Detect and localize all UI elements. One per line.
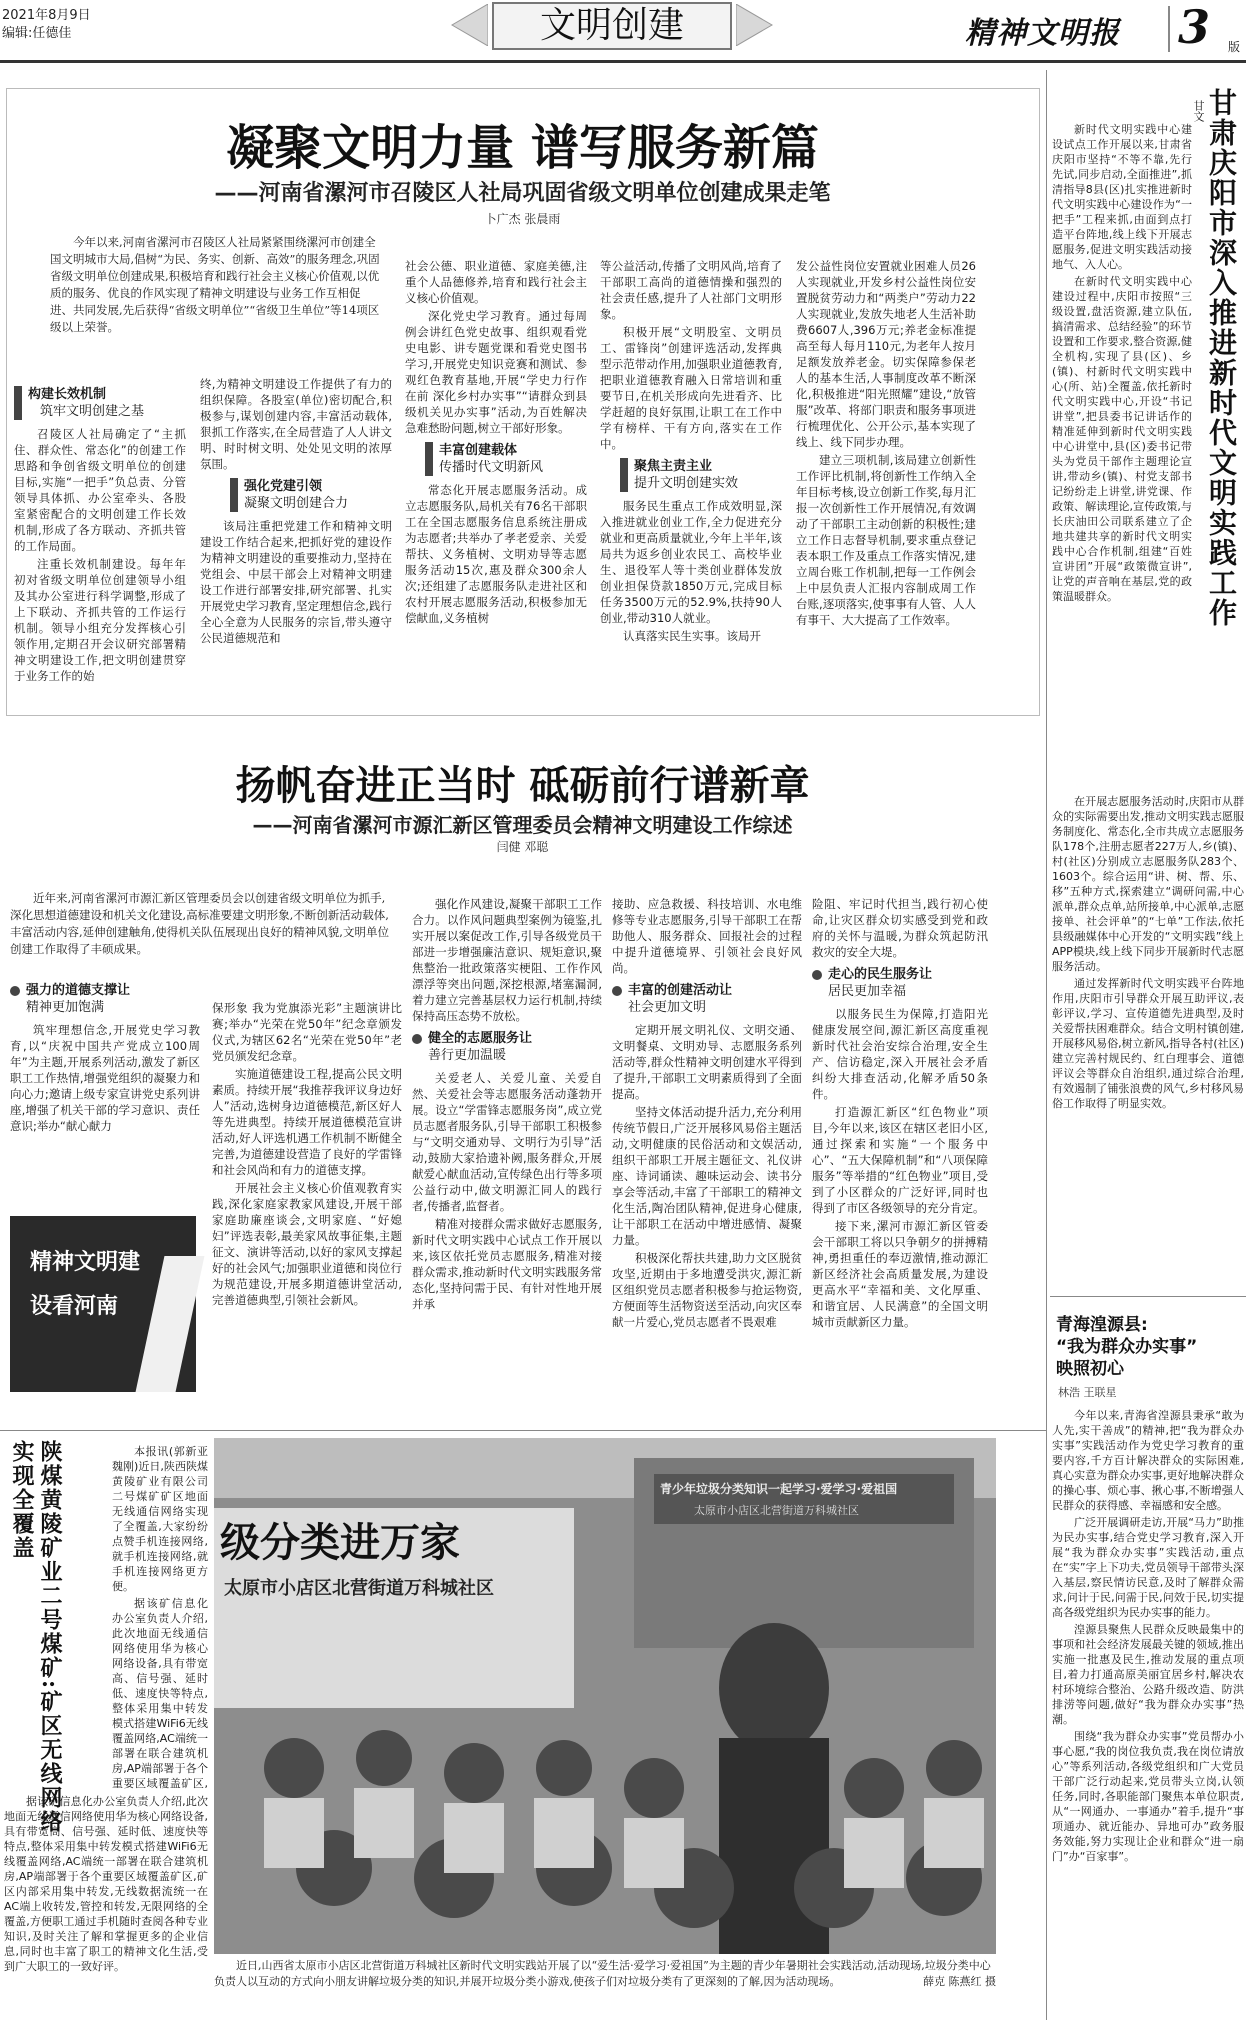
subhead-line-1: 强化党建引领 <box>244 479 323 494</box>
dot-icon <box>612 986 622 996</box>
subhead-line-2: 提升文明创建实效 <box>634 476 739 491</box>
paragraph: 湟源县聚焦人民群众反映最集中的事项和社会经济发展最关键的领域,推出实施一批惠及民生,推动发展的重点项目,着力打通高原美丽宜居乡村,解决农村环境综合整治、公路升级改造、防洪排涝等问题,做好“我为群众办实事”热潮。 <box>1052 1623 1244 1726</box>
article-2-column-2 <box>212 1000 402 1310</box>
paragraph: 通过发挥新时代文明实践平台阵地作用,庆阳市引导群众开展互助评议,表彰评议,学习、宣传道德先进典型,及时关爱帮扶困难群众。结合文明村镇创建,开展移风易俗,树立新风,指导各村(社区)建立完善村规民约、红白理事会、道德评议会等群众自治组织,通过综合治理,有效遏制了铺张浪费的风气,乡村移风易俗工作取得了明显实效。 <box>1052 977 1244 1110</box>
header-editor: 编辑:任德佳 <box>2 26 72 41</box>
bottom-headline: 陕煤黄陵矿业二号煤矿:矿区无线网络实现全覆盖 <box>9 1440 63 1835</box>
article-1-title: 凝聚文明力量 谱写服务新篇 <box>226 120 819 176</box>
subhead-line-2: 精神更加饱满 <box>26 1000 105 1015</box>
subhead-line-1: 强力的道德支撑让 <box>26 983 131 998</box>
photo-banner-2: 青少年垃圾分类知识一起学习·爱学习·爱祖国 <box>660 1482 898 1496</box>
right-column-divider <box>1046 70 1047 2020</box>
right-article-1-body-bottom <box>1052 794 1244 1284</box>
right-article-2-top-rule <box>1050 1296 1246 1297</box>
subhead-line-1: 丰富创建载体 <box>439 443 518 458</box>
paragraph: 积极开展“文明股室、文明员工、雷锋岗”创建评选活动,发挥典型示范带动作用,加强职业道德教育,把职业道德教育融入日常培训和重要节日,在机关形成向先进看齐、比学赶超的良好氛围,让职工在工作中学有榜样、干有方向,落实在工作中。 <box>600 325 782 451</box>
dot-icon <box>412 1034 422 1044</box>
article-2-title: 扬帆奋进正当时 砥砺前行谱新章 <box>235 762 810 809</box>
article-1-subhead-4 <box>600 458 782 492</box>
subhead-line-2: 社会更加文明 <box>628 1000 707 1015</box>
article-1-subtitle: ——河南省漯河市召陵区人社局巩固省级文明单位创建成果走笔 <box>214 181 831 206</box>
article-2-byline: 闫健 邓聪 <box>496 840 549 854</box>
photo-banner-text: 级分类进万家 <box>220 1520 460 1566</box>
subhead-line-2: 传播时代文明新风 <box>439 460 544 475</box>
photo-caption <box>214 1958 996 1990</box>
paragraph: 积极深化帮扶共建,助力文区脱贫攻坚,近期由于多地遭受洪灾,源汇新区组织党员志愿者积极参与抢运物资,方便面等生活物资送至活动,向灾区奉献一片爱心,党员志愿者不畏艰难 <box>612 1251 802 1329</box>
paragraph: 据该矿信息化办公室负责人介绍,此次地面无线通信网络使用华为核心网络设备,具有带宽高、信号强、延时低、速度快等特点,整体采用集中转发模式搭建WiFi6无线覆盖网络,AC端统一部署在联合建筑机房,AP端部署于各个重要区域覆盖矿区, <box>112 1597 208 1790</box>
bottom-body-bottom <box>4 1794 208 2014</box>
header-rule <box>0 60 1246 63</box>
article-2-column-1 <box>10 976 200 1136</box>
paragraph: 今年以来,青海省湟源县秉承“敢为人先,实干善成”的精神,把“我为群众办实事”实践活动作为党史学习教育的重要内容,千方百计解决群众的实际困难,真心实意为群众办实事,更好地解决群众的操心事、烦心事、揪心事,不断增强人民群众的获得感、幸福感和安全感。 <box>1052 1409 1244 1512</box>
photo-scene-image <box>214 1438 996 1954</box>
article-2-column-5 <box>812 896 988 1332</box>
paragraph: 开展社会主义核心价值观教育实践,深化家庭家教家风建设,开展干部家庭助廉座谈会,文明家庭、“好媳妇”评选表彰,最美家风故事征集,主题征文、演讲等活动,以好的家风支撑起好的社会风气;加强职业道德和岗位行为规范建设,开展多期道德讲堂活动,完善道德典型,引领社会新风。 <box>212 1181 402 1307</box>
paragraph: 等公益活动,传播了文明风尚,培育了干部职工高尚的道德情操和强烈的社会责任感,提升了人社部门文明形象。 <box>600 259 782 321</box>
paragraph: 在新时代文明实践中心建设过程中,庆阳市按照“三级设置,盘活资源,建立队伍,搞清需求、总结经验”的环节设置和工作要求,整合资源,健全机构,实现了县(区)、乡(镇)、村新时代文明实践中心(所、站)全覆盖,依托新时代文明实践中心,开设“书记讲堂”,把县委书记讲话作的精准延伸到新时代文明实践中心讲堂中,县(区)委书记带头为党员干部作主题理论宣讲,带动乡(镇)、村党支部书记纷纷走上讲堂,讲党课、作政策、解读理论,宣传政策,与长庆油田公司联系建立了企地共建共享的新时代文明实践中心合作机制,组建“百姓宣讲团”开展“政策微宣讲”,让党的声音响在基层,党的政策温暖群众。 <box>1052 275 1192 603</box>
page-header <box>0 0 1246 68</box>
subhead-line-1: 走心的民生服务让 <box>828 967 933 982</box>
article-1-subhead-3 <box>405 442 587 476</box>
paragraph: 实施道德建设工程,提高公民文明素质。持续开展“我推荐我评议身边好人”活动,选树身边道德模范,新区好人等先进典型。持续开展道德模范宣讲活动,好人评选机遇工作机制不断健全完善,为道德建设营造了良好的学雷锋和社会风尚和有力的道德支撑。 <box>212 1067 402 1177</box>
paragraph: 接助、应急救援、科技培训、水电维修等专业志愿服务,引导干部职工在帮助他人、服务群众、回报社会的过程中提升道德境界、引领社会良好风尚。 <box>612 897 802 975</box>
paragraph: 打造源汇新区“红色物业”项目,今年以来,该区在辖区老旧小区,通过探索和实施“一个服务中心”、“五大保障机制”和“八项保障服务”等举措的“红色物业”项目,受到了小区群众的广泛好评,同时也得到了市区各级领导的充分肯定。 <box>812 1105 988 1215</box>
paragraph: 新时代文明实践中心建设试点工作开展以来,甘肃省庆阳市坚持“不等不靠,先行先试,同步启动,全面推进”,抓清指导8县(区)扎实推进新时代文明实践中心建设作为“一把手”工程来抓,由面到点打造平台阵地,线上线下开展志愿服务,促进文明实践活动接地气、入人心。 <box>1052 123 1192 271</box>
right-article-1-kicker: 甘文 <box>1192 100 1205 122</box>
news-photo <box>214 1438 996 1954</box>
paragraph: 围绕“我为群众办实事”党员帮办小事心愿,“我的岗位我负责,我在岗位请放心”等系列活动,各级党组织和广大党员干部广泛行动起来,党员带头立岗,认领任务,同时,各职能部门聚焦本单位职责,从“一网通办、一事通办”着手,提升“事项通办、就近能办、异地可办”政务服务效能,努力实现让企业和群众“进一扇门”办“百家事”。 <box>1052 1730 1244 1863</box>
masthead-divider <box>1168 6 1170 52</box>
paragraph: 召陵区人社局确定了“主抓住、群众性、常态化”的创建工作思路和争创省级文明单位的创建目标,实施“一把手”负总责、分管领导具体抓、办公室牵头、各股室紧密配合的文明创建工作长效机制,形成了各方联动、齐抓共管的工作局面。 <box>14 427 186 553</box>
article-1 <box>0 88 1045 716</box>
dot-icon <box>10 986 20 996</box>
right-article-2-body <box>1052 1408 1244 2012</box>
paragraph: 发公益性岗位安置就业困难人员26人实现就业,开发乡村公益性岗位安置脱贫劳动力和“两类户”劳动力22人实现就业,发放失地老人生活补助费6607人,396万元;养老金标准提高至每人每月110元,为老年人按月足额发放养老金。切实保障参保老人的基本生活,人事制度改革不断深化,积极推进“阳光照耀”建设,“放管服”改革、将部门职责和服务事项进行梳理优化、公开公示,基本实现了线上、线下同步办理。 <box>796 259 976 449</box>
sidebar-tag-text: 精神文明建设看河南 <box>30 1249 141 1319</box>
paragraph: 认真落实民生实事。该局开 <box>623 629 761 643</box>
right-article-2-title-2: “我为群众办实事” <box>1056 1337 1198 1357</box>
paragraph: 坚持文体活动提升活力,充分利用传统节假日,广泛开展移风易俗主题活动,文明健康的民俗活动和文娱活动,组织干部职工开展主题征文、礼仪讲座、诗词诵读、趣味运动会、读书分享会等活动,丰富了干部职工的精神文化生活,陶冶团队精神,促进身心健康,让干部职工在活动中增进感情、凝聚力量。 <box>612 1105 802 1247</box>
paragraph: 社会公德、职业道德、家庭美德,注重个人品德修养,培育和践行社会主义核心价值观。 <box>405 259 587 305</box>
article-1-column-2 <box>200 376 392 648</box>
paragraph: 建立三项机制,该局建立创新性工作评比机制,将创新性工作纳入全年目标考核,设立创新工作奖,每月汇报一次创新性工作开展情况,有效调动了干部职工主动创新的积极性;建立工作日志督导机制,要求重点登记表本职工作及重点工作落实情况,建立周台账工作机制,把每一工作例会上中层负责人汇报内容制成周工作台账,逐项落实,使事事有人管、人人有事干、大大提高了工作效率。 <box>796 453 976 627</box>
article-2-subhead-4 <box>812 966 988 1000</box>
bottom-body-top <box>112 1444 208 1790</box>
paragraph: 服务民生重点工作成效明显,深入推进就业创业工作,全力促进充分就业和更高质量就业,今年上半年,该局共为返乡创业农民工、高校毕业生、退役军人等十类创业群体发放创业担保贷款1850万元,完成目标任务3500万元的52.9%,扶持90人创业,带动310人就业。 <box>600 499 782 625</box>
subhead-line-2: 善行更加温暖 <box>428 1048 507 1063</box>
article-1-subhead-2 <box>200 478 392 512</box>
photo-credit: 薛克 陈燕红 摄 <box>923 1975 996 1988</box>
article-2-subhead-3 <box>612 982 802 1016</box>
paragraph: 强化作风建设,凝聚干部职工工作合力。以作风问题典型案例为镜鉴,扎实开展以案促改工作,引导各级党员干部进一步增强廉洁意识、规矩意识,聚焦整治一批政策落实梗阻、工作作风漂浮等突出问题,深挖根源,堵塞漏洞,着力建立完善基层权力运行机制,持续保持高压态势不放松。 <box>412 897 602 1023</box>
subhead-line-2: 筑牢文明创建之基 <box>40 404 145 419</box>
paragraph: 终,为精神文明建设工作提供了有力的组织保障。各股室(单位)密切配合,积极参与,谋划创建内容,丰富活动载体,狠抓工作落实,在全局营造了人人讲文明、时时树文明、处处见文明的浓厚氛围。 <box>200 377 392 471</box>
right-article-1-body-top <box>1052 122 1192 790</box>
photo-caption-text: 近日,山西省太原市小店区北营街道万科城社区新时代文明实践站开展了以“爱生活·爱学习·爱祖国”为主题的青少年暑期社会实践活动,活动现场,垃圾分类中心负责人以互动的方式向小朋友讲解垃圾分类的知识,并展开垃圾分类小游戏,使孩子们对垃圾分类有了更深刻的了解,因为活动现场。 <box>214 1959 991 1988</box>
subhead-line-1: 健全的志愿服务让 <box>428 1031 533 1046</box>
article-1-column-3 <box>405 258 587 628</box>
right-article-1 <box>1050 74 1246 1290</box>
paragraph: 定期开展文明礼仪、文明交通、文明餐桌、文明劝导、志愿服务系列活动等,群众性精神文明创建水平得到了提升,干部职工文明素质得到了全面提高。 <box>612 1023 802 1101</box>
paragraph: 常态化开展志愿服务活动。成立志愿服务队,局机关有76名干部职工在全国志愿服务信息系统注册成为志愿者;共举办了孝老爱亲、关爱帮扶、义务植树、文明劝导等志愿服务活动15次,惠及群众300余人次;还组建了志愿服务队走进社区和农村开展志愿服务活动,积极参加无偿献血,义务植树 <box>405 483 587 625</box>
article-1-lead: 今年以来,河南省漯河市召陵区人社局紧紧围绕漯河市创建全国文明城市大局,倡树“为民、务实、创新、高效”的服务理念,巩固省级文明单位创建成果,积极培育和践行社会主义核心价值观,以优质的服务、优良的作风实现了精神文明建设与业务工作互相促进、共同发展,先后获得“省级文明单位”“省级卫生单位”等14项区级以上荣誉。 <box>50 235 380 334</box>
subhead-line-1: 丰富的创建活动让 <box>628 983 733 998</box>
dot-icon <box>812 970 822 980</box>
article-2-subtitle: ——河南省漯河市源汇新区管理委员会精神文明建设工作综述 <box>252 813 793 837</box>
article-2 <box>0 738 1045 1428</box>
paragraph: 险阻、牢记时代担当,践行初心使命,让灾区群众切实感受到党和政府的关怀与温暖,为群众筑起防汛救灾的安全大堤。 <box>812 897 988 959</box>
subhead-bar-icon <box>425 442 433 476</box>
page-suffix: 版 <box>1228 40 1241 54</box>
paragraph: 筑牢理想信念,开展党史学习教育,以“庆祝中国共产党成立100周年”为主题,开展系列活动,激发了新区职工工作热情,增强党组织的凝聚力和向心力;邀请上级专家宣讲党史系列讲座,增强了机关干部的学习意识、责任意识;举办“献心献力 <box>10 1023 200 1133</box>
article-1-subhead-1 <box>14 386 186 420</box>
subhead-line-1: 构建长效机制 <box>28 387 107 402</box>
photo-banner-sub: 太原市小店区北营街道万科城社区 <box>224 1578 494 1599</box>
header-arrow-right-icon <box>736 4 776 46</box>
subhead-bar-icon <box>14 386 22 420</box>
paragraph: 本报讯(郭新亚 魏刚)近日,陕西陕煤黄陵矿业有限公司二号煤矿矿区地面无线通信网络实现了全覆盖,大家纷纷点赞手机连接网络,就手机连接网络,就手机连接网络更方便。 <box>112 1445 208 1593</box>
page-number: 3 <box>1178 0 1211 54</box>
subhead-bar-icon <box>620 458 628 492</box>
subhead-line-1: 聚焦主责主业 <box>634 459 713 474</box>
paragraph: 深化党史学习教育。通过每周例会讲红色党史故事、组织观看党史电影、讲专题党课和看党史图书学习,开展党史知识竞赛和测试、参观红色教育基地,开展“学史力行作在前 深化乡村办实事”“请群众到县级机关见办实事”活动,为百姓解决急难愁盼问题,树立干部好形象。 <box>405 309 587 435</box>
photo-banner-2-sub: 太原市小店区北营街道万科城社区 <box>694 1504 859 1517</box>
article-1-column-1 <box>14 380 186 686</box>
paragraph: 据该矿信息化办公室负责人介绍,此次地面无线通信网络使用华为核心网络设备,具有带宽高、信号强、延时低、速度快等特点,整体采用集中转发模式搭建WiFi6无线覆盖网络,AC端统一部署在联合建筑机房,AP端部署于各个重要区域覆盖矿区,矿区内部采用集中转发,无线数据流统一在AC端上收转发,管控和转发,无限网络的全覆盖,方便职工通过手机随时查阅各种专业知识,及时关注了解和掌握更多的企业信息,同时也丰富了职工的精神文化生活,受到广大职工的一致好评。 <box>4 1795 208 1973</box>
paragraph: 关爱老人、关爱儿童、关爱自然、关爱社会等志愿服务活动蓬勃开展。设立“学雷锋志愿服务岗”,成立党员志愿者服务队,引导干部职工积极参与“文明交通劝导、文明行为引导”活动,鼓励大家拾遗补阙,服务群众,开展献爱心献血活动,宣传绿色出行等多项公益行动中,做文明源汇同人的践行者,传播者,监督者。 <box>412 1071 602 1213</box>
bottom-section <box>0 1430 1046 2020</box>
masthead-logo: 精神文明报 <box>965 16 1120 51</box>
paragraph: 保形象 我为党旗添光彩”主题演讲比赛;举办“光荣在党50年”纪念章颁发仪式,为辖区62名“光荣在党50年”老党员颁发纪念章。 <box>212 1001 402 1063</box>
article-2-subhead-2 <box>412 1030 602 1064</box>
right-article-1-title: 甘肃庆阳市深入推进新时代文明实践工作 <box>1205 88 1238 628</box>
sidebar-tag-box <box>10 1216 196 1392</box>
paragraph: 接下来,漯河市源汇新区管委会干部职工将以只争朝夕的拼搏精神,勇担重任的奉迈激情,推动源汇新区经济社会高质量发展,为建设更高水平“幸福和美、文化厚重、和谐宜居、人民满意”的全国文明城市贡献新区力量。 <box>812 1219 988 1329</box>
right-article-2 <box>1050 1296 1246 2016</box>
paragraph: 在开展志愿服务活动时,庆阳市从群众的实际需要出发,推动文明实践志愿服务制度化、常态化,全市共成立志愿服务队178个,注册志愿者227万人,乡(镇)、村(社区)分别成立志愿服务队283个、1603个。综合运用“讲、树、帮、乐、移”五种方式,探索建立“调研问需,中心派单,群众点单,站所接单,中心派单,志愿接单、社会评单”的“七单”工作法,依托县级融媒体中心开发的“文明实践”线上APP模块,线上线下同步开展新时代志愿服务活动。 <box>1052 795 1244 973</box>
right-article-2-title-3: 映照初心 <box>1056 1359 1124 1379</box>
article-2-column-3 <box>412 896 602 1314</box>
header-date: 2021年8月9日 <box>2 8 91 23</box>
article-1-column-5 <box>796 258 976 630</box>
header-arrow-left-icon <box>448 4 488 46</box>
paragraph: 广泛开展调研走访,开展“马力”助推为民办实事,结合党史学习教育,深入开展“我为群众办实事”实践活动,重点在“实”字上下功夫,党员领导干部带头深入基层,察民情访民意,及时了解群众需求,问计于民,问需于民,问效于民,切实提高各级党组织为民办实事的能力。 <box>1052 1516 1244 1619</box>
article-2-column-4 <box>612 896 802 1332</box>
paragraph: 注重长效机制建设。每年年初对省级文明单位创建领导小组及其办公室进行科学调整,形成了上下联动、齐抓共管的工作运行机制。领导小组充分发挥核心引领作用,定期召开会议研究部署精神文明建设工作,把文明创建贯穿于业务工作的始 <box>14 557 186 683</box>
subhead-line-2: 居民更加幸福 <box>828 984 907 999</box>
right-article-2-title-1: 青海湟源县: <box>1056 1315 1148 1335</box>
right-article-2-byline: 林浩 王联星 <box>1058 1386 1117 1399</box>
subhead-bar-icon <box>230 478 238 512</box>
paragraph: 以服务民生为保障,打造阳光健康发展空间,源汇新区高度重视新时代社会治安综合治理,安全生产、信访稳定,深入开展社会矛盾纠纷大排查活动,化解矛盾50条件。 <box>812 1007 988 1101</box>
paragraph: 精准对接群众需求做好志愿服务,新时代文明实践中心试点工作开展以来,该区依托党员志愿服务,精准对接群众需求,推动新时代文明实践服务常态化,坚持问需于民、有针对性地开展并承 <box>412 1217 602 1311</box>
bottom-top-rule <box>0 1430 1046 1431</box>
paragraph: 该局注重把党建工作和精神文明建设工作结合起来,把抓好党的建设作为精神文明建设的重要推动力,坚持在党组会、中层干部会上对精神文明建设工作进行部署安排,研究部署、扎实开展党史学习教育,坚定理想信念,践行全心全意为人民服务的宗旨,带头遵守公民道德规范和 <box>200 519 392 645</box>
article-1-byline: 卜广杰 张晨雨 <box>484 212 561 226</box>
subhead-line-2: 凝聚文明创建合力 <box>244 496 349 511</box>
article-2-subhead-1 <box>10 982 200 1016</box>
header-section-title: 文明创建 <box>539 5 684 46</box>
article-2-lead: 近年来,河南省漯河市源汇新区管理委员会以创建省级文明单位为抓手,深化思想道德建设和机关文化建设,高标准要建文明形象,不断创新活动载体,丰富活动内容,延伸创建触角,使得机关队伍展现出良好的精神风貌,文明单位创建工作取得了丰硕成果。 <box>10 891 389 956</box>
article-1-column-4 <box>600 258 782 646</box>
